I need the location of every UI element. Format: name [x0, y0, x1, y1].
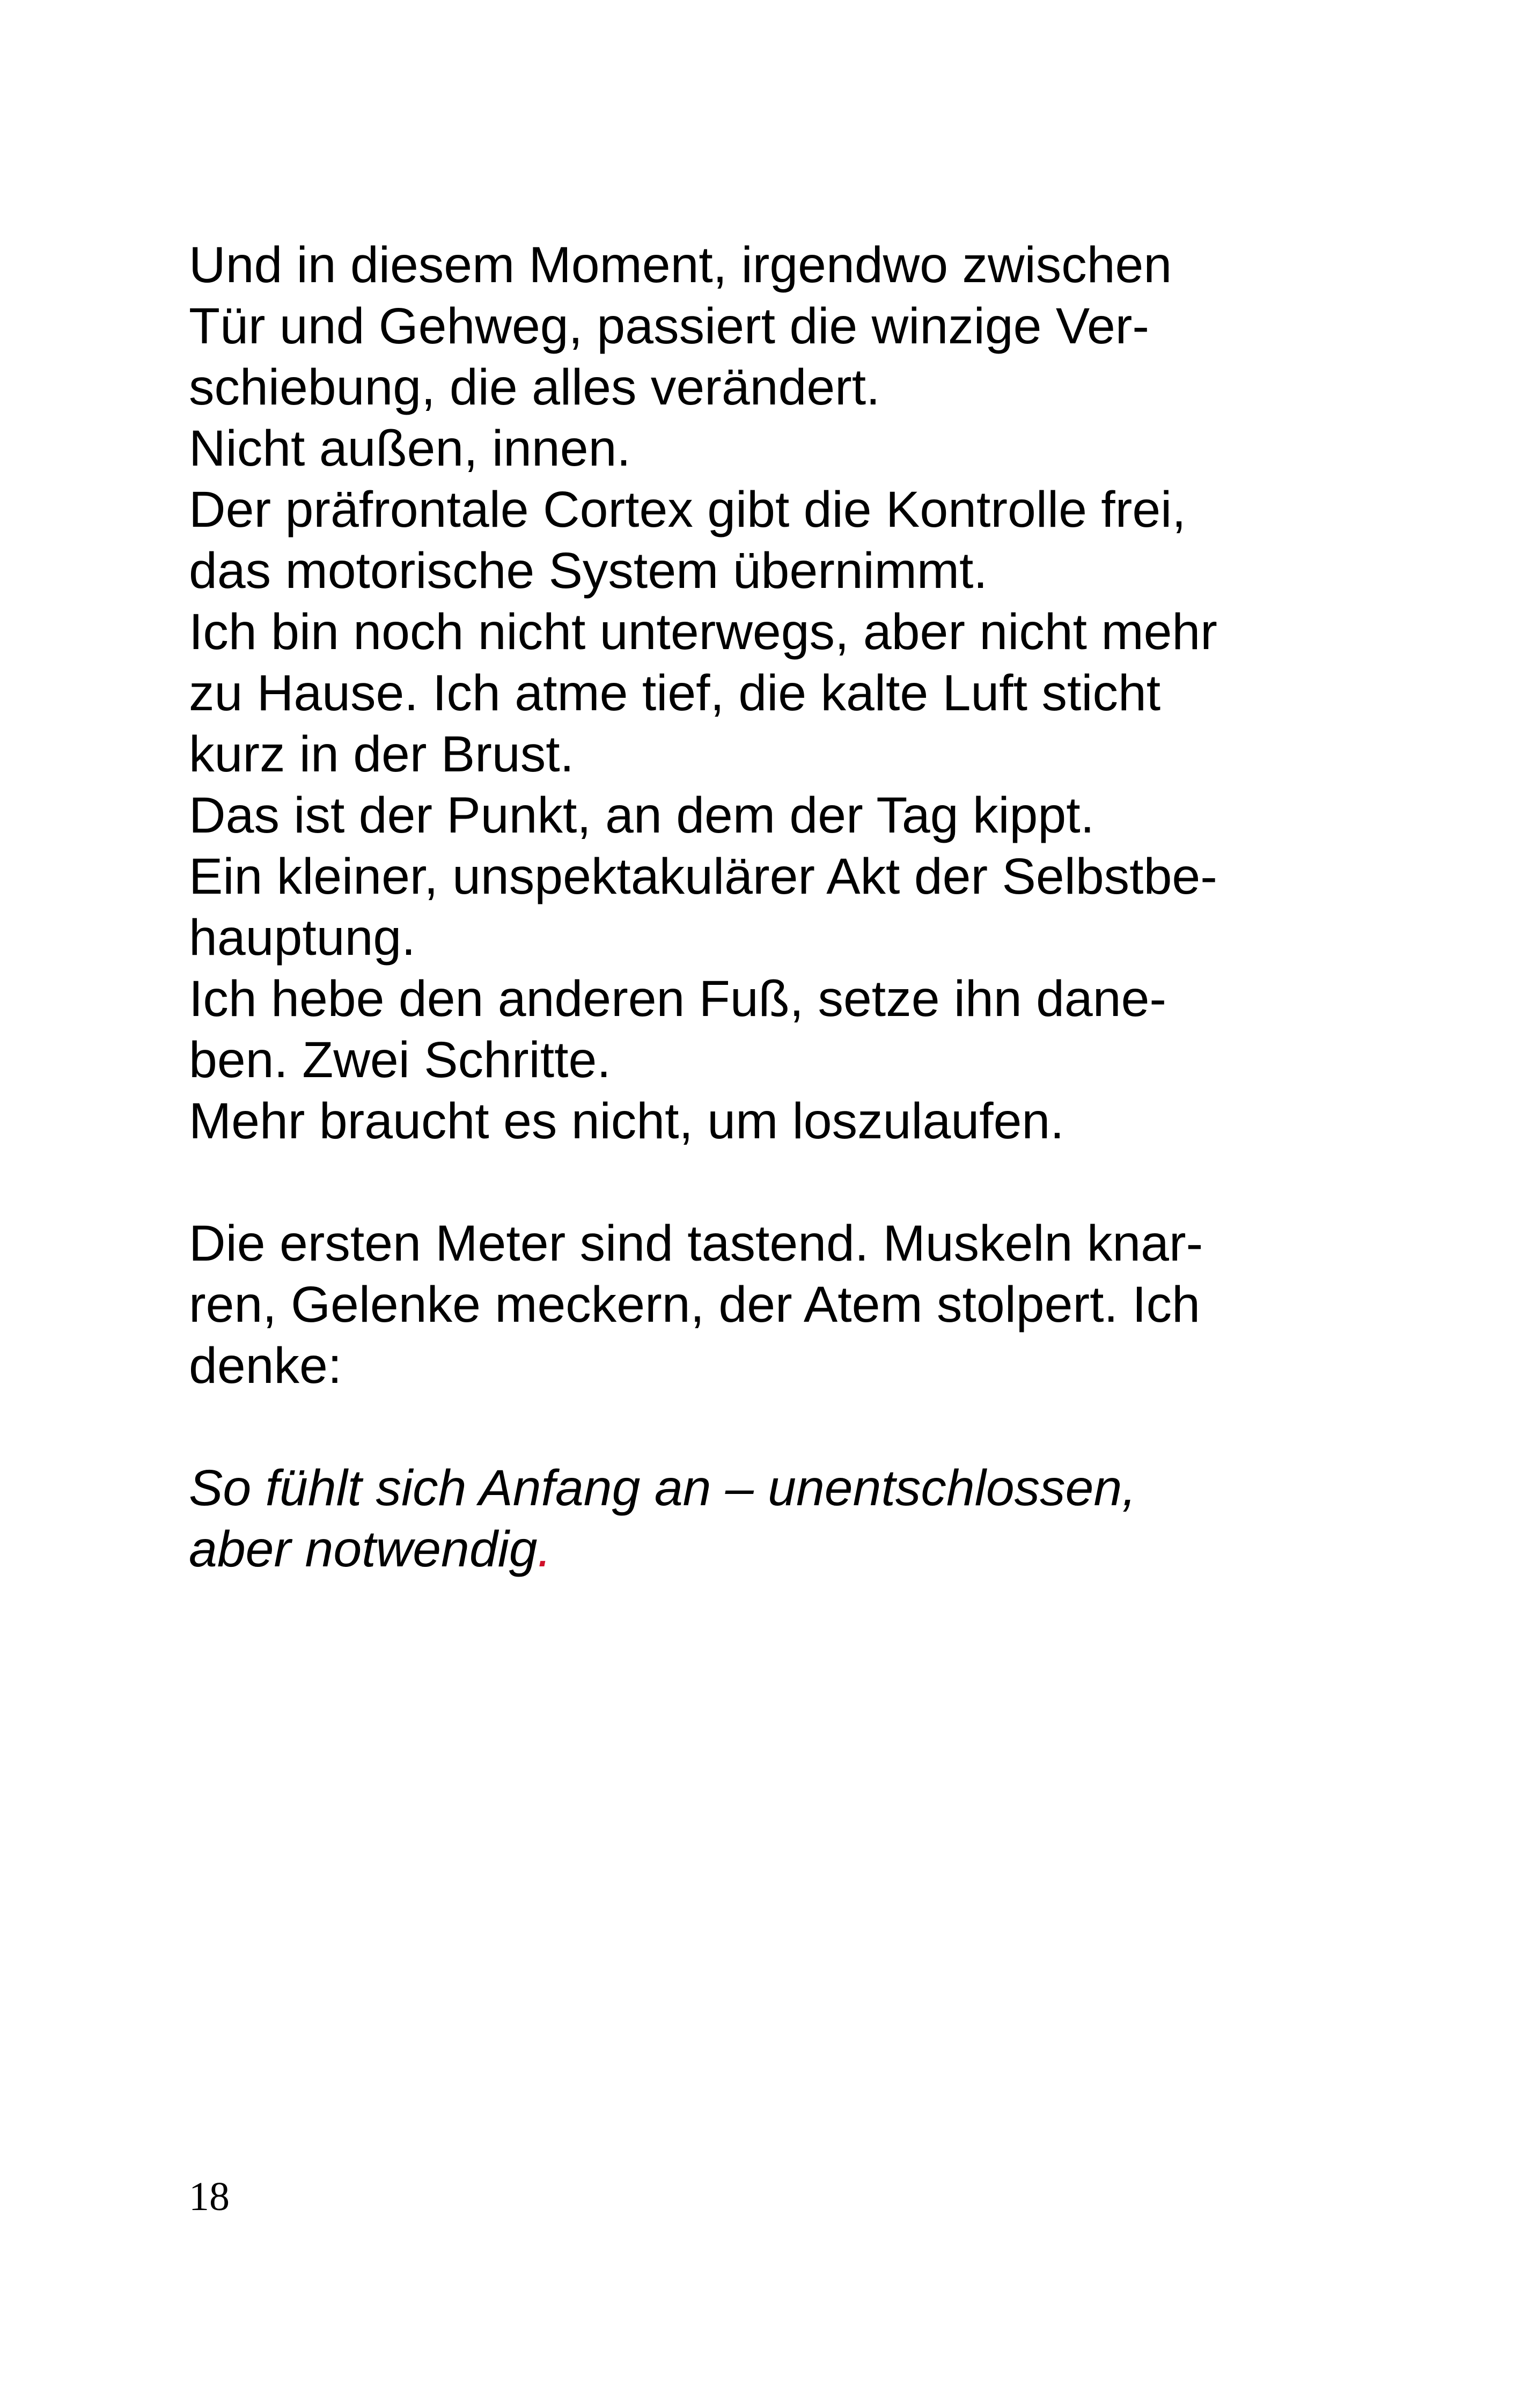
text-line: ben. Zwei Schritte.	[189, 1032, 611, 1088]
text-line: Ich hebe den anderen Fuß, setze ihn dane-	[189, 970, 1167, 1027]
text-line: kurz in der Brust.	[189, 726, 575, 783]
text-line: Der präfrontale Cortex gibt die Kontrolle frei,	[189, 481, 1186, 538]
italic-quote-line: So fühlt sich Anfang an – unentschlossen,	[189, 1460, 1136, 1516]
text-line: Und in diesem Moment, irgendwo zwischen	[189, 237, 1172, 293]
text-line: Nicht außen, innen.	[189, 420, 631, 477]
text-line: schiebung, die alles verändert.	[189, 359, 880, 416]
text-line: Tür und Gehweg, passiert die winzige Ver-	[189, 298, 1150, 355]
text-line: Das ist der Punkt, an dem der Tag kippt.	[189, 787, 1095, 844]
text-line: Ein kleiner, unspektakulärer Akt der Selbstbe-	[189, 848, 1217, 905]
text-line: hauptung.	[189, 909, 416, 966]
text-line: Die ersten Meter sind tastend. Muskeln knar-	[189, 1215, 1203, 1272]
italic-quote-line-final	[189, 1519, 1316, 1580]
body-text	[189, 234, 1316, 1580]
text-line: ren, Gelenke meckern, der Atem stolpert. Ich	[189, 1276, 1201, 1333]
italic-quote-text: aber notwendig	[189, 1521, 538, 1578]
text-line: zu Hause. Ich atme tief, die kalte Luft sticht	[189, 665, 1161, 721]
red-period: .	[537, 1521, 552, 1578]
text-line: Ich bin noch nicht unterwegs, aber nicht mehr	[189, 603, 1217, 660]
text-line: das motorische System übernimmt.	[189, 542, 988, 599]
paragraph-spacer	[189, 1152, 1316, 1213]
page-number: 18	[189, 2174, 230, 2219]
text-line: Mehr braucht es nicht, um loszulaufen.	[189, 1093, 1064, 1150]
paragraph-spacer	[189, 1396, 1316, 1457]
text-line: denke:	[189, 1337, 342, 1394]
